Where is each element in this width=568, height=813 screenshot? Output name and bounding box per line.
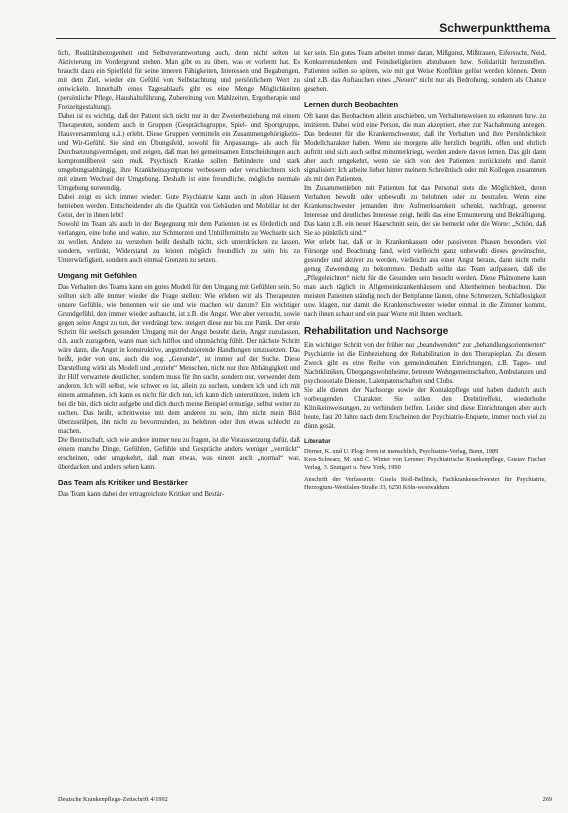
right-paragraph-2: Oft kann das Beobachten allein anschieben, um Verhaltensweisen zu erkennen bzw. zu imitieren. Dabei wird eine Person, die man akzeptiert, eher zur Nachahmung anregen. Das bedeutet für die Krankenschwester, daß ihr Verhalten und ihre Persönlichkeit Modellcharakter haben. Wenn sie morgens alle herzlich begrüßt, offen und ehrlich auftritt und sich auch selbst mitunterkriegt, werden andere davon lernen. Das gilt dann aber auch umgekehrt, wenn sie sich von den Patienten zurückzieht und damit signalisiert: Ich arbeite lieber hinter meinem Schreibtisch oder mit Kollegen zusammen als mit den Patienten. Im Zusammenleben mit Patienten hat das Personal stets die Möglichkeit, deren Verhalten bewußt oder unbewußt zu belohnen oder zu bestrafen. Wenn eine Krankenschwester jemanden ihre Aufmerksamkeit schenkt, nachfragt, generest Interesse und deutliches Interesse zeigt, heißt das eine Ermunterung und Bekräftigung. Das kann z.B. ein neuer Haarschnitt sein, der sie bemerkt oder die Worte: „Schön, daß Sie so pünktlich sind.“ Wer erlebt hat, daß er in Krankenkassen oder passiveren Phasen besonders viel Fürsorge und Beachtung fand, wird vielleicht ganz unbewußt dieses gewünschte, gesunder und aktiver zu werden, vielleicht aus einer Angst heraus, dann nicht mehr genug Zuwendung zu bekommen. Deshalb sollte das Team aufpassen, daß die „Pflegeleichten“ nicht für die Gesunden sein besucht werden. Diese Phänomene kann man auch täglich in Allgemeinkrankenhäusern und Altenheimen beobachten. Die meisten Patienten ständig noch der Bettpfanne läuten, ohne Schmerzen, Schlaflosigkeit usw. klagen, nur damit die Krankenschwester wieder einmal in die Zimmer kommt, nach ihnen schaut und ein paar Worte mit ihnen wechselt. <box>304 113 546 318</box>
left-paragraph-2: Das Verhalten des Teams kann ein gutes Modell für den Umgang mit Gefühlen sein. So sollten sich alle immer wieder die Frage stellen: Wie erleben wir als Therapeuten unsere Gefühle, wie benennen wir sie und wie machen wir darum? Ein wichtiger Grundgefühl, den immer wieder auftaucht, ist z.B. die Angst. Wer aber versucht, sowie gegen seine Angst zu tun, der verdrängt bzw. steigert diese nur bis zur Panik. Der erste Schritt für seelisch gesunden Umgang mit der Angst besteht darin, Angst zuzulassen, d.h. auch zuzugeben, wann man sich hilflos und ohnmächtig fühlt. Der nächste Schritt wäre dann, die Angst in konstruktive, angstreduzierende Handlungen umzusetzen. Das heißt, jeder von uns, auch die sog. „Gesunde“, ist immer auf der Suche. Diese Darstellung wirkt als Modell und „erzieht“ Menschen, nicht nur ihre Abhängigkeit und ihr Hilf verwartete deutlicher, sondern muss für ihn sucht, sondern nur, verwendet dem anderen. Ich will selbst, wie schwer es ist, allein zu suchen, sondern ich und ich mit einem anmahnen, ich kann es nicht für dich tun, ich kann dich unterstützen, indem ich bei dir bin, dich nicht aufgebe und dich durch meine Beispiel ermutige, selbst weiter zu suchen. Das heißt, schrittweise mit dem anderen zu sein, ihm nicht mein Bild überzustülpen, ihn nicht zu bevormunden, zu belehren oder ihm etwas schlecht zu machen. Die Bereitschaft, sich wie andere immer neu zu fragen, ist die Voraussetzung dafür, daß einem manche Dinge, Gefühlen, Gefühle und Gespräche anders weniger „verrückt“ erscheinen, oder umgekehrt, daß man etwas, was einem auch „normal“ war, überdacken und anders sehen kann. <box>58 284 300 471</box>
left-paragraph-3: Das Team kann dabei der ertragreichste Kritiker und Bestär- <box>58 491 225 498</box>
journal-footer: Deutsche Krankenpflege-Zeitschrift 4/1992 <box>58 796 168 803</box>
literature-heading: Literatur <box>304 438 331 445</box>
author-address: Anschrift der Verfasserin: Gisela Stoll-Bellinck, Fachkrankenschwester für Psychiatrie, Herzogtum-Westfalen-Straße 33, 6250 Köln-westwaldum <box>304 476 546 491</box>
right-column <box>304 49 546 493</box>
header-rule <box>56 38 556 39</box>
page-number: 269 <box>542 796 552 803</box>
left-column <box>58 49 300 500</box>
heading-rehabilitation: Rehabilitation und Nachsorge <box>304 326 449 337</box>
heading-lernen-durch-beobachten: Lernen durch Beobachten <box>304 100 399 109</box>
heading-umgang-mit-gefuehlen: Umgang mit Gefühlen <box>58 271 137 280</box>
right-paragraph-1: ker sein. Ein gutes Team arbeitet immer daran, Mißgunst, Mißtrauen, Eifersucht, Neid, Konkurrenzdenken und Feindseligkeiten abzubauen bzw. Solidarität herzustellen. Patienten sollen so spüren, wie mit gut Weise Konflikte gelöst werden können. Denn sind z.B. das Auftauchen eines „Neuen“ nicht nur als Bedrohung, sondern als Chance gesehen. <box>304 50 546 93</box>
right-paragraph-3: Ein wichtiger Schritt von der früher nur „beandwenden“ zur „behandlungsorientierten“ Psychiatrie ist die Einbeziehung der Rehabilitation in den Therapieplan. Zu diesem Zweck gibt es eine Reihe von gemeindenahen Einrichtungen, z.B. Tages- und Nachtkliniken, Übergangswohnheime, betreute Wohngemeinschaften, Ambulanzen und psychosoziale Dienste, Laienpatenschaften und Clubs. Sie alle dienen der Nachsorge sowie der Kontaktpflege und haben dadurch auch vorbeugenden Charakter. Sie sollen den Drehtüreffekt, wiederholte Klinikeinweisungen, zu verhindern helfen. Leider sind diese Einrichtungen aber auch heute, fast 20 Jahre nach dem Erscheinen der Psychiatrie-Enquete, immer noch viel zu dünn gesät. <box>304 342 546 430</box>
literature-list: Dörner, K. und U. Plog: Irren ist menschlich, Psychiatrie-Verlag, Bonn, 1989 Kros-Schwarz, M. und C. Winter von Lersner: Psychiatrische Krankenpflege, Gustav Fischer Verlag, 3. Stuttgart u. New York, 1990 <box>304 448 546 471</box>
left-paragraph-1: lich, Realitätsbezogenheit und Selbstverantwortung auch, denn nicht selten ist Aktivierung im Vordergrund stehen. Man gibt es zu üben, was er vorlernt hat. Es braucht dazu ein Spielfeld für seine inneren Fähigkeiten, Interessen und Begabungen, mit dem Ziel, wieder ein Gefühl von Selbstachtung und persönlichem Wert zu entwickeln. Innerhalb eines Tagesablaufs gibt es eine Menge Möglichkeiten (persönliche Pflege, Haushaltsführung, Zubereitung von Mahlzeiten, Ergotherapie und Freizeitgestaltung). Dabei ist es wichtig, daß der Patient sich nicht nur in der Zweierbeziehung mit einem Therapeuten, sondern auch in Gruppen (Gesprächsgruppe, Spiel- und Sportgruppe, Hausversammlung u.ä.) erlebt. Diese Gruppen vermitteln ein Zusammengehörigkeits- und Wir-Gefühl. Sie sind ein Übungsfeld, sowohl für Anpassungs- als auch für Durchsetzungsvermögen, und zeigen, daß man bei gemeinsamen Entscheidungen auch kompromißbereit sein muß. Psychisch Kranke sollen Behinderte und stark umgebungsabhängig, ihre Krankheitssymptome verbessern oder verschlechtern sich mit einem Wechsel der Umgebung. Deshalb ist eine freundliche, mögliche normale Umgebung notwendig. Dabei zeigt es sich immer wieder: Gute Psychiatrie kann auch in alten Häusern betrieben werden. Entscheidender als die Qualität von Gebäuden und Mobiliar ist der Geist, der in ihnen lebt! Sowohl im Team als auch in der Begegnung mit dem Patienten ist es förderlich und verlangen, eine hohe und wahre, zur Schmerzen und Unhilfemitteln zu Wechseln sich zu wollen. Andere zu verstehen heißt deshalb nicht, sich unterdrücken zu lassen, sondern, verlinkt, Widerstand zu leisten möglich freundlich zu sein bis zu Unterwürfigkeit, sondern auch einmal Grenzen zu setzen. <box>58 50 300 264</box>
heading-team-kritiker: Das Team als Kritiker und Bestärker <box>58 478 188 487</box>
section-title: Schwerpunktthema <box>439 21 550 35</box>
